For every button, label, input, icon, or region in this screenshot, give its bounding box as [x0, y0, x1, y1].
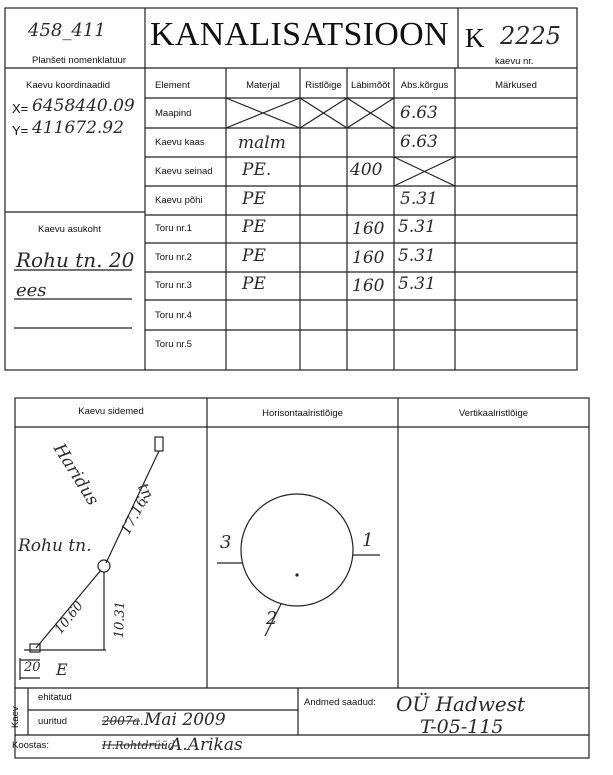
uuritud-value: Mai 2009 — [144, 710, 226, 730]
row-element: Kaevu põhi — [155, 195, 203, 206]
col-header-labimoot: Läbimõõt — [350, 80, 391, 91]
koostas-struck: H.Rohtdrüüd — [102, 739, 176, 752]
pipe-label-1: 1 — [362, 530, 374, 551]
y-value: 411672.92 — [32, 118, 124, 138]
nomenclature-value: 458_411 — [28, 20, 106, 41]
row-abs: 6.63 — [400, 103, 438, 123]
koostas-value: A.Arikas — [170, 735, 243, 755]
col-header-markused: Märkused — [495, 80, 537, 91]
pipe-label-3: 3 — [220, 532, 232, 553]
location-label: Kaevu asukoht — [38, 224, 101, 235]
section-vertikaal: Vertikaalristlõige — [458, 408, 529, 419]
location-line1: Rohu tn. 20 — [16, 248, 135, 272]
koostas-label: Koostas: — [12, 740, 49, 751]
uuritud-label: uuritud — [38, 716, 68, 727]
sketch-tn: tn. — [134, 480, 160, 507]
sketch-dist-20: 20 — [24, 660, 41, 675]
row-materjal: PE — [242, 274, 266, 294]
kaevu-nr-label: kaevu nr. — [495, 56, 534, 67]
row-element: Toru nr.5 — [155, 339, 192, 350]
col-header-element: Element — [155, 80, 190, 91]
uuritud-struck: 2007a. — [102, 714, 144, 728]
row-materjal: malm — [238, 133, 286, 153]
x-value: 6458440.09 — [32, 96, 135, 116]
coords-label: Kaevu koordinaadid — [26, 80, 110, 91]
kaevu-prefix: K — [465, 23, 485, 53]
location-line2: ees — [16, 280, 47, 301]
col-header-materjal: Materjal — [246, 80, 280, 91]
row-element: Kaevu kaas — [155, 137, 205, 148]
row-materjal: PE — [242, 246, 266, 266]
row-labimoot: 160 — [352, 276, 385, 296]
row-abs: 6.63 — [400, 132, 438, 152]
sketch-dist-diag: 17.16 — [118, 494, 151, 538]
section-horisontaal: Horisontaalristlõige — [262, 408, 343, 419]
y-label: Y= — [12, 123, 29, 138]
row-element: Kaevu seinad — [155, 166, 213, 177]
row-abs: 5.31 — [398, 274, 436, 294]
row-labimoot: 160 — [352, 248, 385, 268]
row-abs: 5.31 — [400, 189, 438, 209]
ehitatud-label: ehitatud — [38, 692, 72, 703]
row-element: Toru nr.3 — [155, 280, 192, 291]
sketch-dist-1060: 10.60 — [52, 598, 87, 638]
row-materjal: PE — [242, 217, 266, 237]
row-element: Toru nr.1 — [155, 223, 192, 234]
row-materjal: PE — [242, 189, 266, 209]
row-labimoot: 160 — [352, 219, 385, 239]
andmed-label: Andmed saadud: — [304, 697, 376, 708]
kaevu-nr-value: 2225 — [500, 22, 562, 50]
col-header-ristloige: Ristlõige — [305, 80, 342, 91]
card-title: KANALISATSIOON — [150, 16, 449, 53]
sketch-e: E — [56, 660, 68, 679]
nomenclature-label: Planšeti nomenklatuur — [32, 55, 126, 66]
kaev-label: Kaev — [10, 706, 21, 728]
row-labimoot: 400 — [350, 160, 383, 180]
row-materjal: PE. — [242, 160, 272, 180]
pipe-label-2: 2 — [266, 608, 278, 629]
col-header-abs: Abs.kõrgus — [400, 80, 449, 91]
x-label: X= — [12, 101, 29, 116]
sketch-dist-1031: 10.31 — [112, 600, 129, 639]
row-element: Toru nr.2 — [155, 252, 192, 263]
section-sidemed: Kaevu sidemed — [78, 406, 144, 417]
row-element: Maapind — [155, 108, 192, 119]
row-element: Toru nr.4 — [155, 310, 192, 321]
row-abs: 5.31 — [398, 246, 436, 266]
row-abs: 5.31 — [398, 217, 436, 237]
sketch-street-top: Haridus — [49, 440, 103, 510]
sketch-street-left: Rohu tn. — [18, 536, 92, 556]
andmed-line1: OÜ Hadwest — [396, 692, 526, 716]
andmed-line2: T-05-115 — [420, 716, 504, 738]
